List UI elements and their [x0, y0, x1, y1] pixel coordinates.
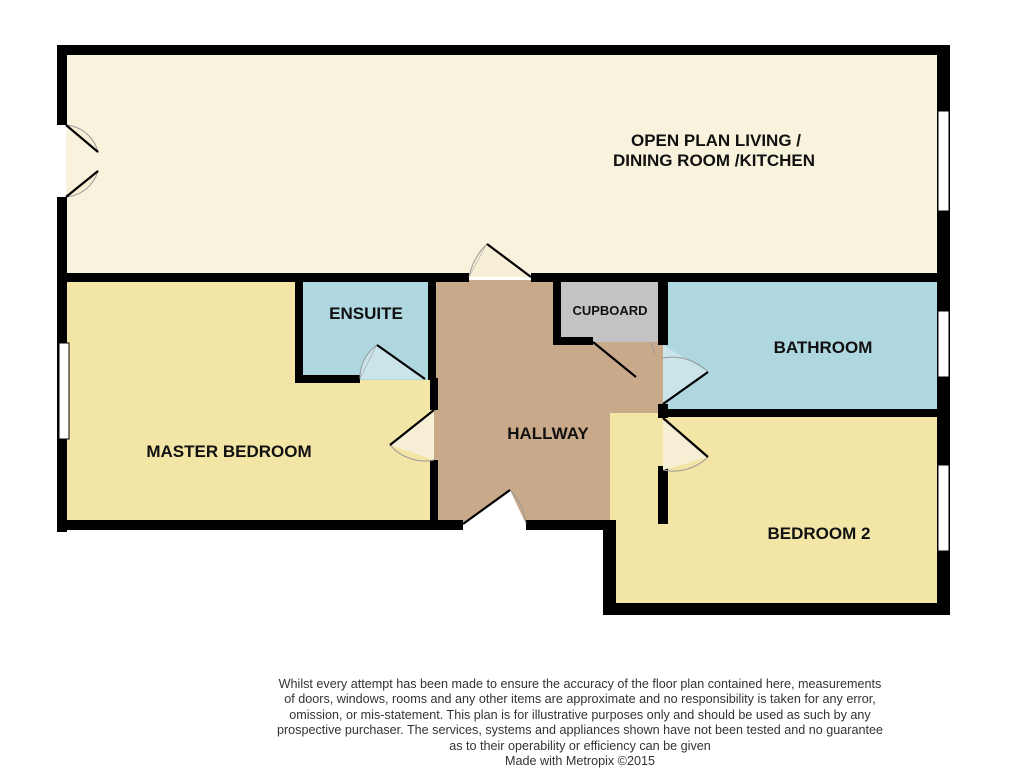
disclaimer-line: of doors, windows, rooms and any other items are approximate and no responsibility is taken for any error, — [284, 692, 876, 707]
cupboard-label: CUPBOARD — [572, 303, 648, 318]
window-living-room — [938, 111, 949, 211]
living-room-label: OPEN PLAN LIVING / — [630, 131, 802, 150]
window-master-bedroom — [59, 343, 69, 439]
ensuite-label: ENSUITE — [329, 304, 403, 323]
window-bedroom-2 — [938, 465, 949, 551]
disclaimer-line: as to their operability or efficiency can be given — [449, 738, 711, 753]
disclaimer — [180, 677, 980, 769]
disclaimer-line: omission, or mis-statement. This plan is for illustrative purposes only and should be used as such by any — [289, 707, 871, 722]
hallway-label: HALLWAY — [507, 424, 589, 443]
disclaimer-line: Whilst every attempt has been made to ensure the accuracy of the floor plan contained here, measurements — [278, 677, 882, 691]
window-bathroom — [938, 311, 949, 377]
living-room-label-line2: DINING ROOM /KITCHEN — [612, 151, 816, 170]
bathroom-label: BATHROOM — [773, 338, 873, 357]
master-bedroom-label: MASTER BEDROOM — [146, 442, 312, 461]
metropix-credit: Made with Metropix ©2015 — [505, 754, 655, 769]
disclaimer-line: prospective purchaser. The services, systems and appliances shown have not been tested and no guarantee — [276, 723, 884, 738]
bedroom-2-label: BEDROOM 2 — [767, 524, 871, 543]
